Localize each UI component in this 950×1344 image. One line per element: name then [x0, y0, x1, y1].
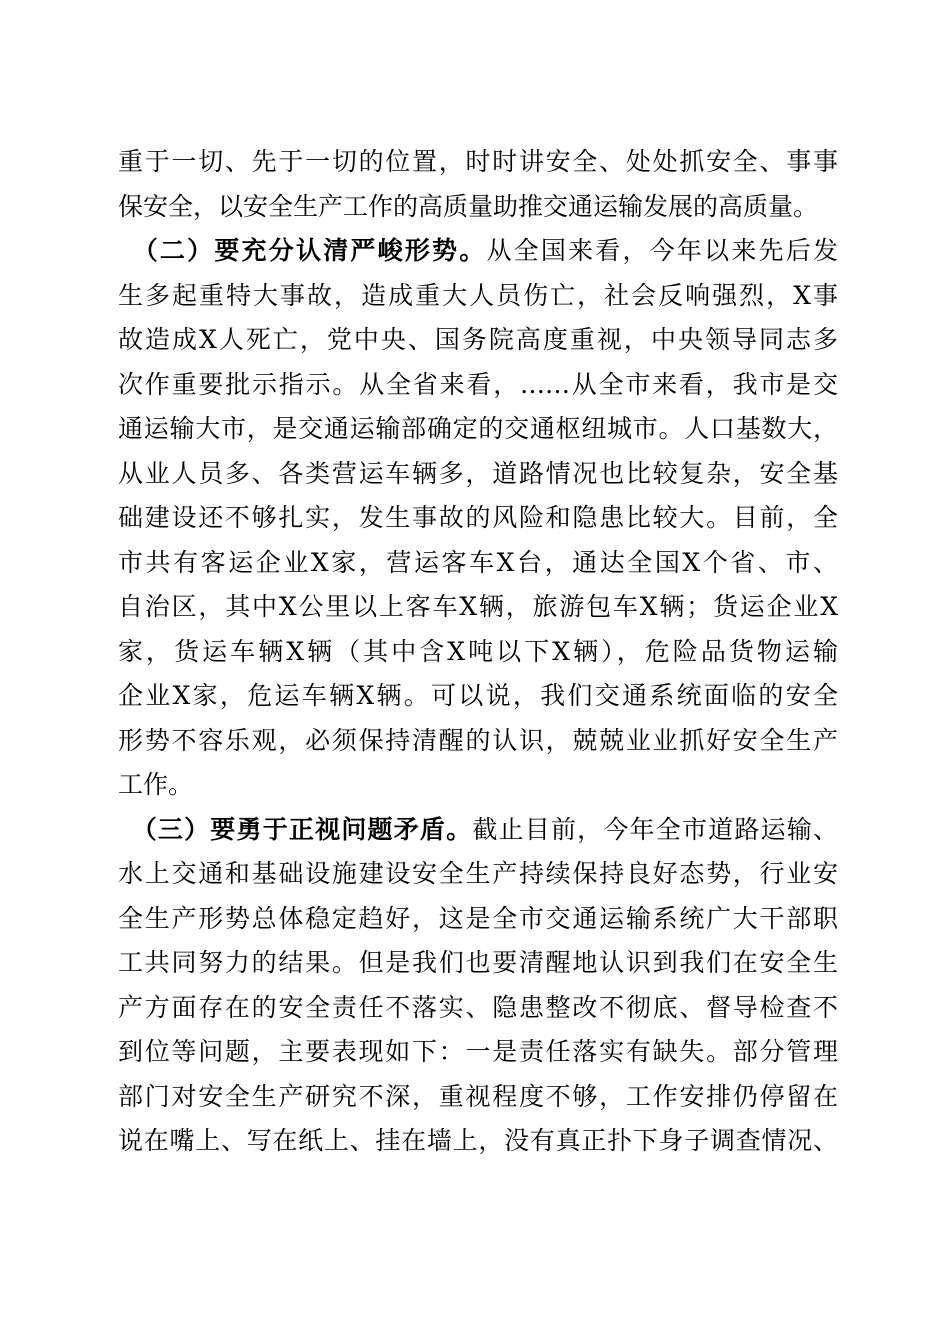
text-line: 重于一切、先于一切的位置，时时讲安全、处处抓安全、事事 [118, 147, 838, 176]
text-line: 家，货运车辆X辆（其中含X吨以下X辆），危险品货物运输 [118, 636, 838, 666]
text-line: 故造成X人死亡，党中央、国务院高度重视，中央领导同志多 [118, 325, 838, 354]
text-line: 保安全，以安全生产工作的高质量助推交通运输发展的高质量。 [118, 191, 819, 221]
text-line: 到位等问题，主要表现如下：一是责任落实有缺失。部分管理 [118, 1037, 838, 1066]
section-heading: （二）要充分认清严峻形势。 [145, 236, 487, 265]
text-line: 生多起重特大事故，造成重大人员伤亡，社会反响强烈，X事 [118, 280, 838, 310]
section-heading: （三）要勇于正视问题矛盾。 [144, 814, 473, 844]
text-span: 截止目前，今年全市道路运输、 [472, 814, 838, 844]
document-body [118, 140, 838, 1164]
text-line: 工作。 [118, 770, 194, 799]
text-line: 础建设还不够扎实，发生事故的风险和隐患比较大。目前，全 [118, 503, 838, 532]
text-line: 产方面存在的安全责任不落实、隐患整改不彻底、督导检查不 [118, 992, 838, 1022]
text-line: 水上交通和基础设施建设安全生产持续保持良好态势，行业安 [118, 859, 838, 888]
paragraph-first-line [118, 229, 838, 274]
text-line: 企业X家，危运车辆X辆。可以说，我们交通系统面临的安全 [118, 681, 838, 710]
text-line: 通运输大市，是交通运输部确定的交通枢纽城市。人口基数大， [118, 414, 838, 443]
text-line: 形势不容乐观，必须保持清醒的认识，兢兢业业抓好安全生产 [118, 725, 838, 755]
text-line: 次作重要批示指示。从全省来看，……从全市来看，我市是交 [118, 369, 838, 399]
text-line: 全生产形势总体稳定趋好，这是全市交通运输系统广大干部职 [118, 903, 838, 933]
paragraph-first-line [118, 808, 838, 853]
text-line: 工共同努力的结果。但是我们也要清醒地认识到我们在安全生 [118, 948, 838, 977]
text-line: 说在嘴上、写在纸上、挂在墙上，没有真正扑下身子调查情况、 [118, 1126, 838, 1155]
text-line: 部门对安全生产研究不深，重视程度不够，工作安排仍停留在 [118, 1081, 838, 1111]
text-line: 市共有客运企业X家，营运客车X台，通达全国X个省、市、 [118, 547, 838, 577]
text-line: 从业人员多、各类营运车辆多，道路情况也比较复杂，安全基 [118, 458, 838, 488]
text-line: 自治区，其中X公里以上客车X辆，旅游包车X辆；货运企业X [118, 592, 838, 621]
text-span: 从全国来看，今年以来先后发 [486, 236, 838, 265]
